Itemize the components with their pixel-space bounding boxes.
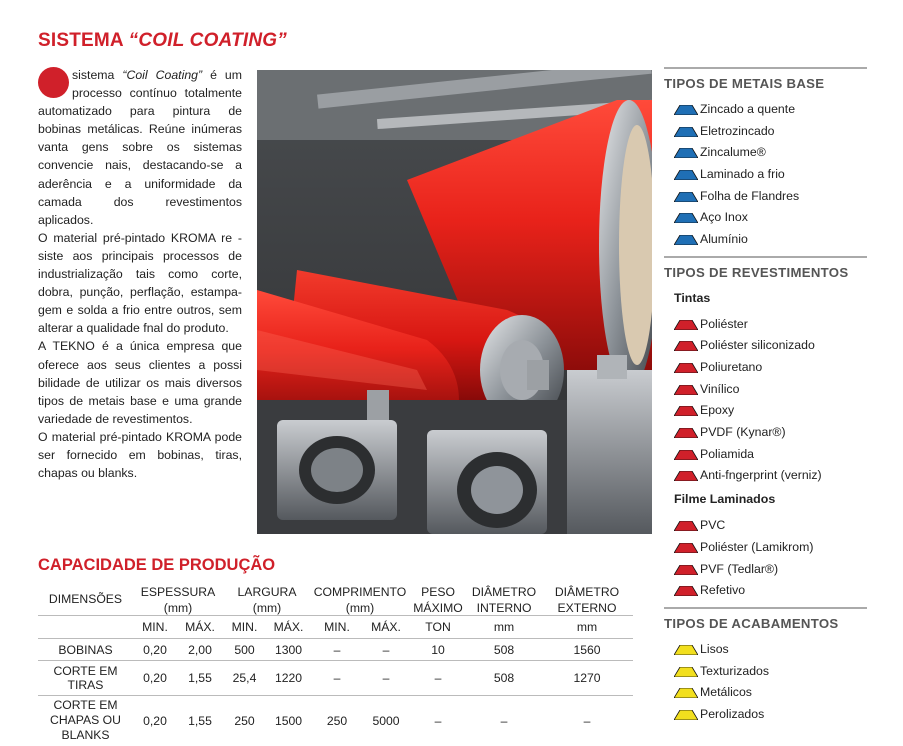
metal-item — [674, 141, 867, 163]
table-cell: 1270 — [541, 661, 633, 696]
metal-label: Zincado a quente — [700, 101, 796, 116]
metal-label: Aço Inox — [700, 210, 748, 225]
acabamento-swatch-icon — [674, 666, 698, 676]
tinta-item — [674, 400, 867, 422]
subheader: MÁX. — [177, 616, 223, 639]
filme-label: PVC — [700, 518, 726, 533]
table-cell: 1500 — [266, 696, 311, 746]
filme-subheading: Filme Laminados — [674, 492, 776, 507]
metal-label: Alumínio — [700, 231, 748, 246]
col-dimensoes-header: DIMENSÕES — [48, 592, 123, 606]
acabamento-swatch-icon — [674, 644, 698, 654]
tinta-label: Poliéster siliconizado — [700, 338, 815, 353]
table-cell: 0,20 — [133, 696, 177, 746]
col-diam-ext-header: DIÂMETRO — [554, 584, 620, 599]
subheader: MIN. — [311, 616, 363, 639]
col-comprimento-unit: (mm) — [345, 600, 375, 615]
tinta-item — [674, 378, 867, 400]
tinta-item — [674, 465, 867, 487]
metal-swatch-icon — [674, 191, 698, 201]
tinta-label: Epoxy — [700, 403, 735, 418]
tinta-swatch-icon — [674, 362, 698, 372]
metal-item — [674, 120, 867, 142]
table-cell: 250 — [223, 696, 266, 746]
subheader: MIN. — [133, 616, 177, 639]
table-cell: 0,20 — [133, 639, 177, 661]
tinta-item — [674, 313, 867, 335]
col-peso-header: PESO — [421, 584, 455, 599]
metal-swatch-icon — [674, 212, 698, 222]
metal-swatch-icon — [674, 126, 698, 136]
table-row — [38, 661, 633, 696]
filme-swatch-icon — [674, 564, 698, 574]
table-cell: 0,20 — [133, 661, 177, 696]
tinta-swatch-icon — [674, 405, 698, 415]
sidebar — [664, 67, 867, 725]
row-label-line: CORTE EM — [53, 664, 118, 678]
metal-swatch-icon — [674, 169, 698, 179]
table-cell: 5000 — [363, 696, 409, 746]
table-cell: – — [541, 696, 633, 746]
intro-paragraph-3: A TEKNO é a única empresa que oferece aos seus clientes a possi bilidade de utilizar os mais diversos tipos de metais base e uma grande variedade de revestimentos. — [38, 339, 242, 426]
table-cell: 250 — [311, 696, 363, 746]
table-cell: 2,00 — [177, 639, 223, 661]
table-cell: – — [363, 639, 409, 661]
filme-swatch-icon — [674, 542, 698, 552]
filme-label: Refetivo — [700, 583, 746, 598]
tinta-label: Poliamida — [700, 446, 754, 461]
table-cell: – — [467, 696, 541, 746]
metal-item — [674, 163, 867, 185]
filme-item — [674, 579, 867, 601]
table-row — [38, 639, 633, 661]
metal-item — [674, 185, 867, 207]
filme-item — [674, 536, 867, 558]
coil-machine-illustration — [257, 70, 652, 534]
table-row — [38, 696, 633, 746]
acabamentos-heading: TIPOS DE ACABAMENTOS — [664, 607, 867, 634]
table-cell: 10 — [409, 639, 467, 661]
acabamento-item — [674, 681, 867, 703]
col-espessura-header: ESPESSURA — [140, 584, 216, 599]
tinta-swatch-icon — [674, 449, 698, 459]
row-label-line: CHAPAS OU — [50, 713, 121, 728]
tinta-item — [674, 335, 867, 357]
subheader: TON — [409, 616, 467, 639]
tintas-list — [664, 313, 867, 487]
col-comprimento-header: COMPRIMENTO — [313, 584, 407, 599]
table-cell: 500 — [223, 639, 266, 661]
tintas-subheading: Tintas — [674, 290, 711, 305]
metais-list — [664, 98, 867, 250]
col-espessura-unit: (mm) — [163, 600, 193, 615]
tinta-label: Vinílico — [700, 381, 740, 396]
row-label — [38, 661, 133, 696]
acabamentos-list — [664, 638, 867, 725]
row-label-line: BLANKS — [61, 728, 110, 743]
metal-label: Folha de Flandres — [700, 188, 800, 203]
col-diam-int-unit: INTERNO — [476, 600, 532, 615]
table-cell: 1560 — [541, 639, 633, 661]
col-peso-unit: MÁXIMO — [413, 600, 463, 615]
dropcap-o-icon — [38, 67, 69, 98]
subheader: MÁX. — [363, 616, 409, 639]
acabamento-label: Texturizados — [700, 663, 770, 678]
filme-label: PVF (Tedlar®) — [700, 561, 779, 576]
metal-item — [674, 228, 867, 250]
table-cell: 1,55 — [177, 661, 223, 696]
tinta-label: PVDF (Kynar®) — [700, 425, 786, 440]
tinta-label: Poliuretano — [700, 360, 763, 375]
filme-swatch-icon — [674, 520, 698, 530]
tinta-item — [674, 356, 867, 378]
metal-swatch-icon — [674, 234, 698, 244]
metal-label: Eletrozincado — [700, 123, 775, 138]
table-cell: 508 — [467, 639, 541, 661]
table-cell: – — [409, 696, 467, 746]
col-largura-header: LARGURA — [237, 584, 297, 599]
revestimentos-heading: TIPOS DE REVESTIMENTOS — [664, 256, 867, 283]
acabamento-label: Metálicos — [700, 685, 752, 700]
metal-swatch-icon — [674, 147, 698, 157]
tinta-swatch-icon — [674, 319, 698, 329]
subheader: mm — [541, 616, 633, 639]
filme-swatch-icon — [674, 585, 698, 595]
table-cell: – — [311, 639, 363, 661]
subheader: MIN. — [223, 616, 266, 639]
subheader: mm — [467, 616, 541, 639]
row-label: BOBINAS — [38, 639, 133, 661]
row-label — [38, 696, 133, 746]
table-cell: 25,4 — [223, 661, 266, 696]
metal-label: Zincalume® — [700, 145, 766, 160]
filme-list — [664, 514, 867, 601]
table-cell: 508 — [467, 661, 541, 696]
acabamento-item — [674, 638, 867, 660]
table-cell: 1,55 — [177, 696, 223, 746]
tinta-item — [674, 443, 867, 465]
table-cell: 1220 — [266, 661, 311, 696]
table-cell: – — [363, 661, 409, 696]
tinta-label: Anti-fngerprint (verniz) — [700, 468, 822, 483]
filme-label: Poliéster (Lamikrom) — [700, 539, 814, 554]
page-title: SISTEMA “COIL COATING” — [38, 30, 287, 51]
metal-swatch-icon — [674, 104, 698, 114]
col-diam-ext-unit: EXTERNO — [557, 600, 617, 615]
acabamento-label: Lisos — [700, 641, 729, 656]
tinta-swatch-icon — [674, 470, 698, 480]
filme-item — [674, 558, 867, 580]
table-cell: – — [409, 661, 467, 696]
subheader: MÁX. — [266, 616, 311, 639]
acabamento-swatch-icon — [674, 687, 698, 697]
metal-item — [674, 206, 867, 228]
tinta-swatch-icon — [674, 384, 698, 394]
metal-label: Laminado a frio — [700, 166, 785, 181]
row-label-line: CORTE EM — [53, 698, 118, 713]
table-cell: 1300 — [266, 639, 311, 661]
tinta-item — [674, 421, 867, 443]
coil-coating-photo — [257, 70, 652, 534]
metal-item — [674, 98, 867, 120]
tinta-label: Poliéster — [700, 316, 748, 331]
col-largura-unit: (mm) — [252, 600, 282, 615]
production-title: CAPACIDADE DE PRODUÇÃO — [38, 556, 276, 574]
intro-paragraph-2: O material pré-pintado KROMA re - siste aos principais processos de industrialização tais como corte, dobra, punção, perflação, estampagem e solda a frio entre outros, sem alterar a qualidade fnal do produto. — [38, 230, 242, 336]
intro-text — [38, 66, 242, 482]
acabamento-item — [674, 703, 867, 725]
production-table — [38, 583, 633, 746]
acabamento-label: Perolizados — [700, 706, 765, 721]
filme-item — [674, 514, 867, 536]
acabamento-item — [674, 660, 867, 682]
row-label-line: TIRAS — [67, 678, 104, 692]
table-cell: – — [311, 661, 363, 696]
intro-paragraph-1: sistema “Coil Coating” é um processo contínuo totalmente automatizado para pintura de bobinas metálicas. Reúne inúmeras vanta gens sobre os sistemas convencie nais, destacando-se a aderência e a uniformidade da camada dos revestimentos aplicados. — [38, 68, 242, 227]
acabamento-swatch-icon — [674, 709, 698, 719]
tinta-swatch-icon — [674, 340, 698, 350]
col-diam-int-header: DIÂMETRO — [471, 584, 537, 599]
tinta-swatch-icon — [674, 427, 698, 437]
intro-paragraph-4: O material pré-pintado KROMA pode ser fornecido em bobinas, tiras, chapas ou blanks. — [38, 429, 242, 481]
metais-heading: TIPOS DE METAIS BASE — [664, 67, 867, 94]
